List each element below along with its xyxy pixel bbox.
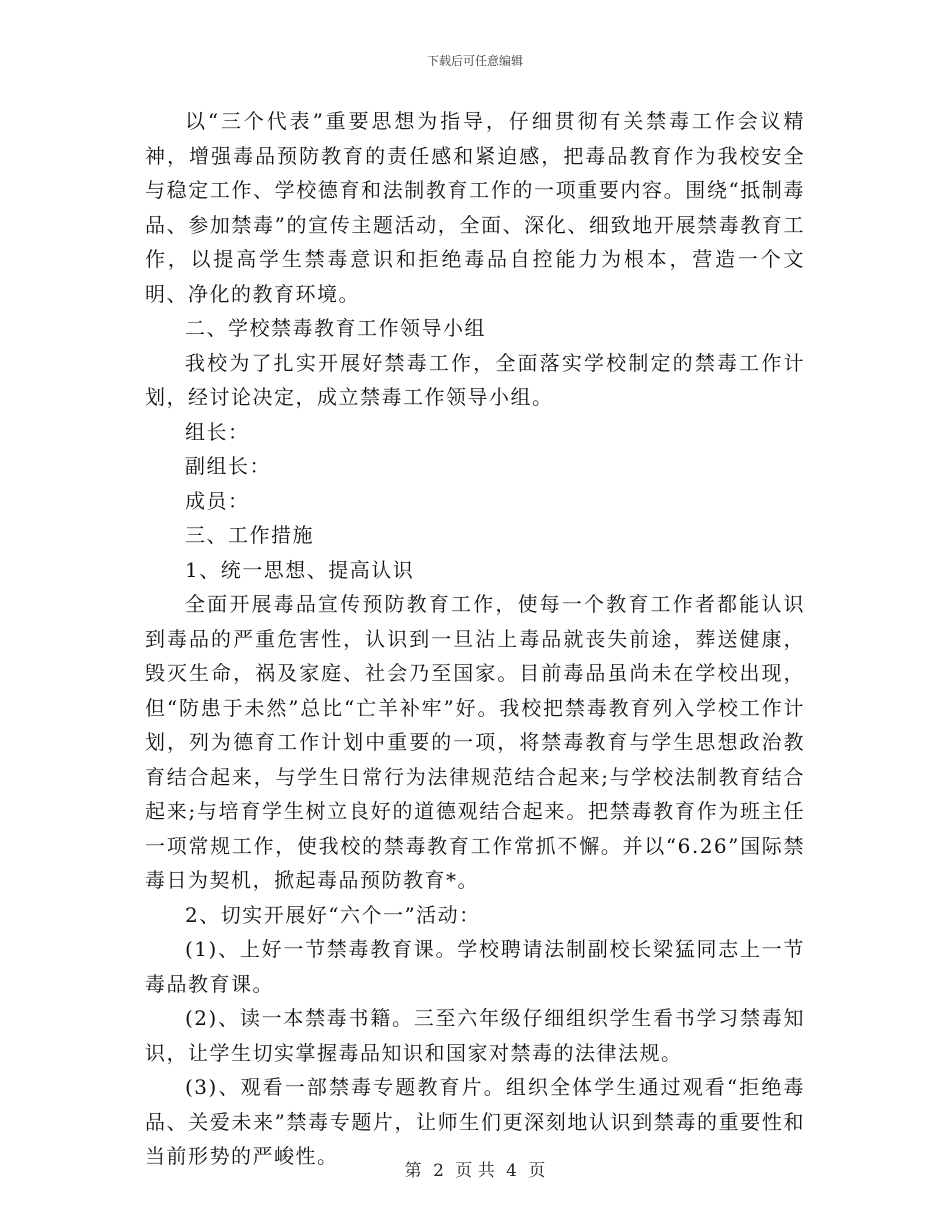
document-body [145,104,805,1174]
footer-total-pages: 4 [506,1161,517,1181]
paragraph-intro: 以“三个代表”重要思想为指导，仔细贯彻有关禁毒工作会议精神，增强毒品预防教育的责任感和紧迫感，把毒品教育作为我校安全与稳定工作、学校德育和法制教育工作的一项重要内容。围绕“抵制毒品、参加禁毒”的宣传主题活动，全面、深化、细致地开展禁毒教育工作，以提高学生禁毒意识和拒绝毒品自控能力为根本，营造一个文明、净化的教育环境。 [145,109,805,306]
item-watch-film: (3)、观看一部禁毒专题教育片。组织全体学生通过观看“拒绝毒品、关爱未来”禁毒专题片，让师生们更深刻地认识到禁毒的重要性和当前形势的严峻性。 [145,1075,805,1168]
section-heading-measures: 三、工作措施 [185,523,314,547]
footer-suffix: 页 [528,1161,546,1181]
footer-middle: 页 共 [455,1161,495,1181]
subheading-unify-thinking: 1、统一思想、提高认识 [185,557,415,582]
footer-current-page: 2 [433,1161,444,1181]
subheading-six-ones: 2、切实开展好“六个一”活动： [185,902,481,927]
section-heading-leadership-group: 二、学校禁毒教育工作领导小组 [185,316,486,340]
page-header: 下载后可任意编辑 [426,54,523,68]
item-read-book: (2)、读一本禁毒书籍。三至六年级仔细组织学生看书学习禁毒知识，让学生切实掌握毒品知识和国家对禁毒的法律法规。 [145,1006,805,1065]
role-leader: 组长： [185,419,250,444]
item-education-class: (1)、上好一节禁毒教育课。学校聘请法制副校长梁猛同志上一节毒品教育课。 [145,937,805,996]
page-footer [0,1156,950,1181]
paragraph-unify-thinking: 全面开展毒品宣传预防教育工作，使每一个教育工作者都能认识到毒品的严重危害性，认识到一旦沾上毒品就丧失前途，葬送健康，毁灭生命，祸及家庭、社会乃至国家。目前毒品虽尚未在学校出现，但“防患于未然”总比“亡羊补牢”好。我校把禁毒教育列入学校工作计划，列为德育工作计划中重要的一项，将禁毒教育与学生思想政治教育结合起来，与学生日常行为法律规范结合起来;与学校法制教育结合起来;与培育学生树立良好的道德观结合起来。把禁毒教育作为班主任一项常规工作，使我校的禁毒教育工作常抓不懈。并以“6.26”国际禁毒日为契机，掀起毒品预防教育*。 [145,592,805,892]
role-members: 成员： [185,488,250,513]
footer-prefix: 第 [404,1161,422,1181]
paragraph-leadership: 我校为了扎实开展好禁毒工作，全面落实学校制定的禁毒工作计划，经讨论决定，成立禁毒工作领导小组。 [145,350,805,409]
role-deputy-leader: 副组长： [185,454,271,478]
